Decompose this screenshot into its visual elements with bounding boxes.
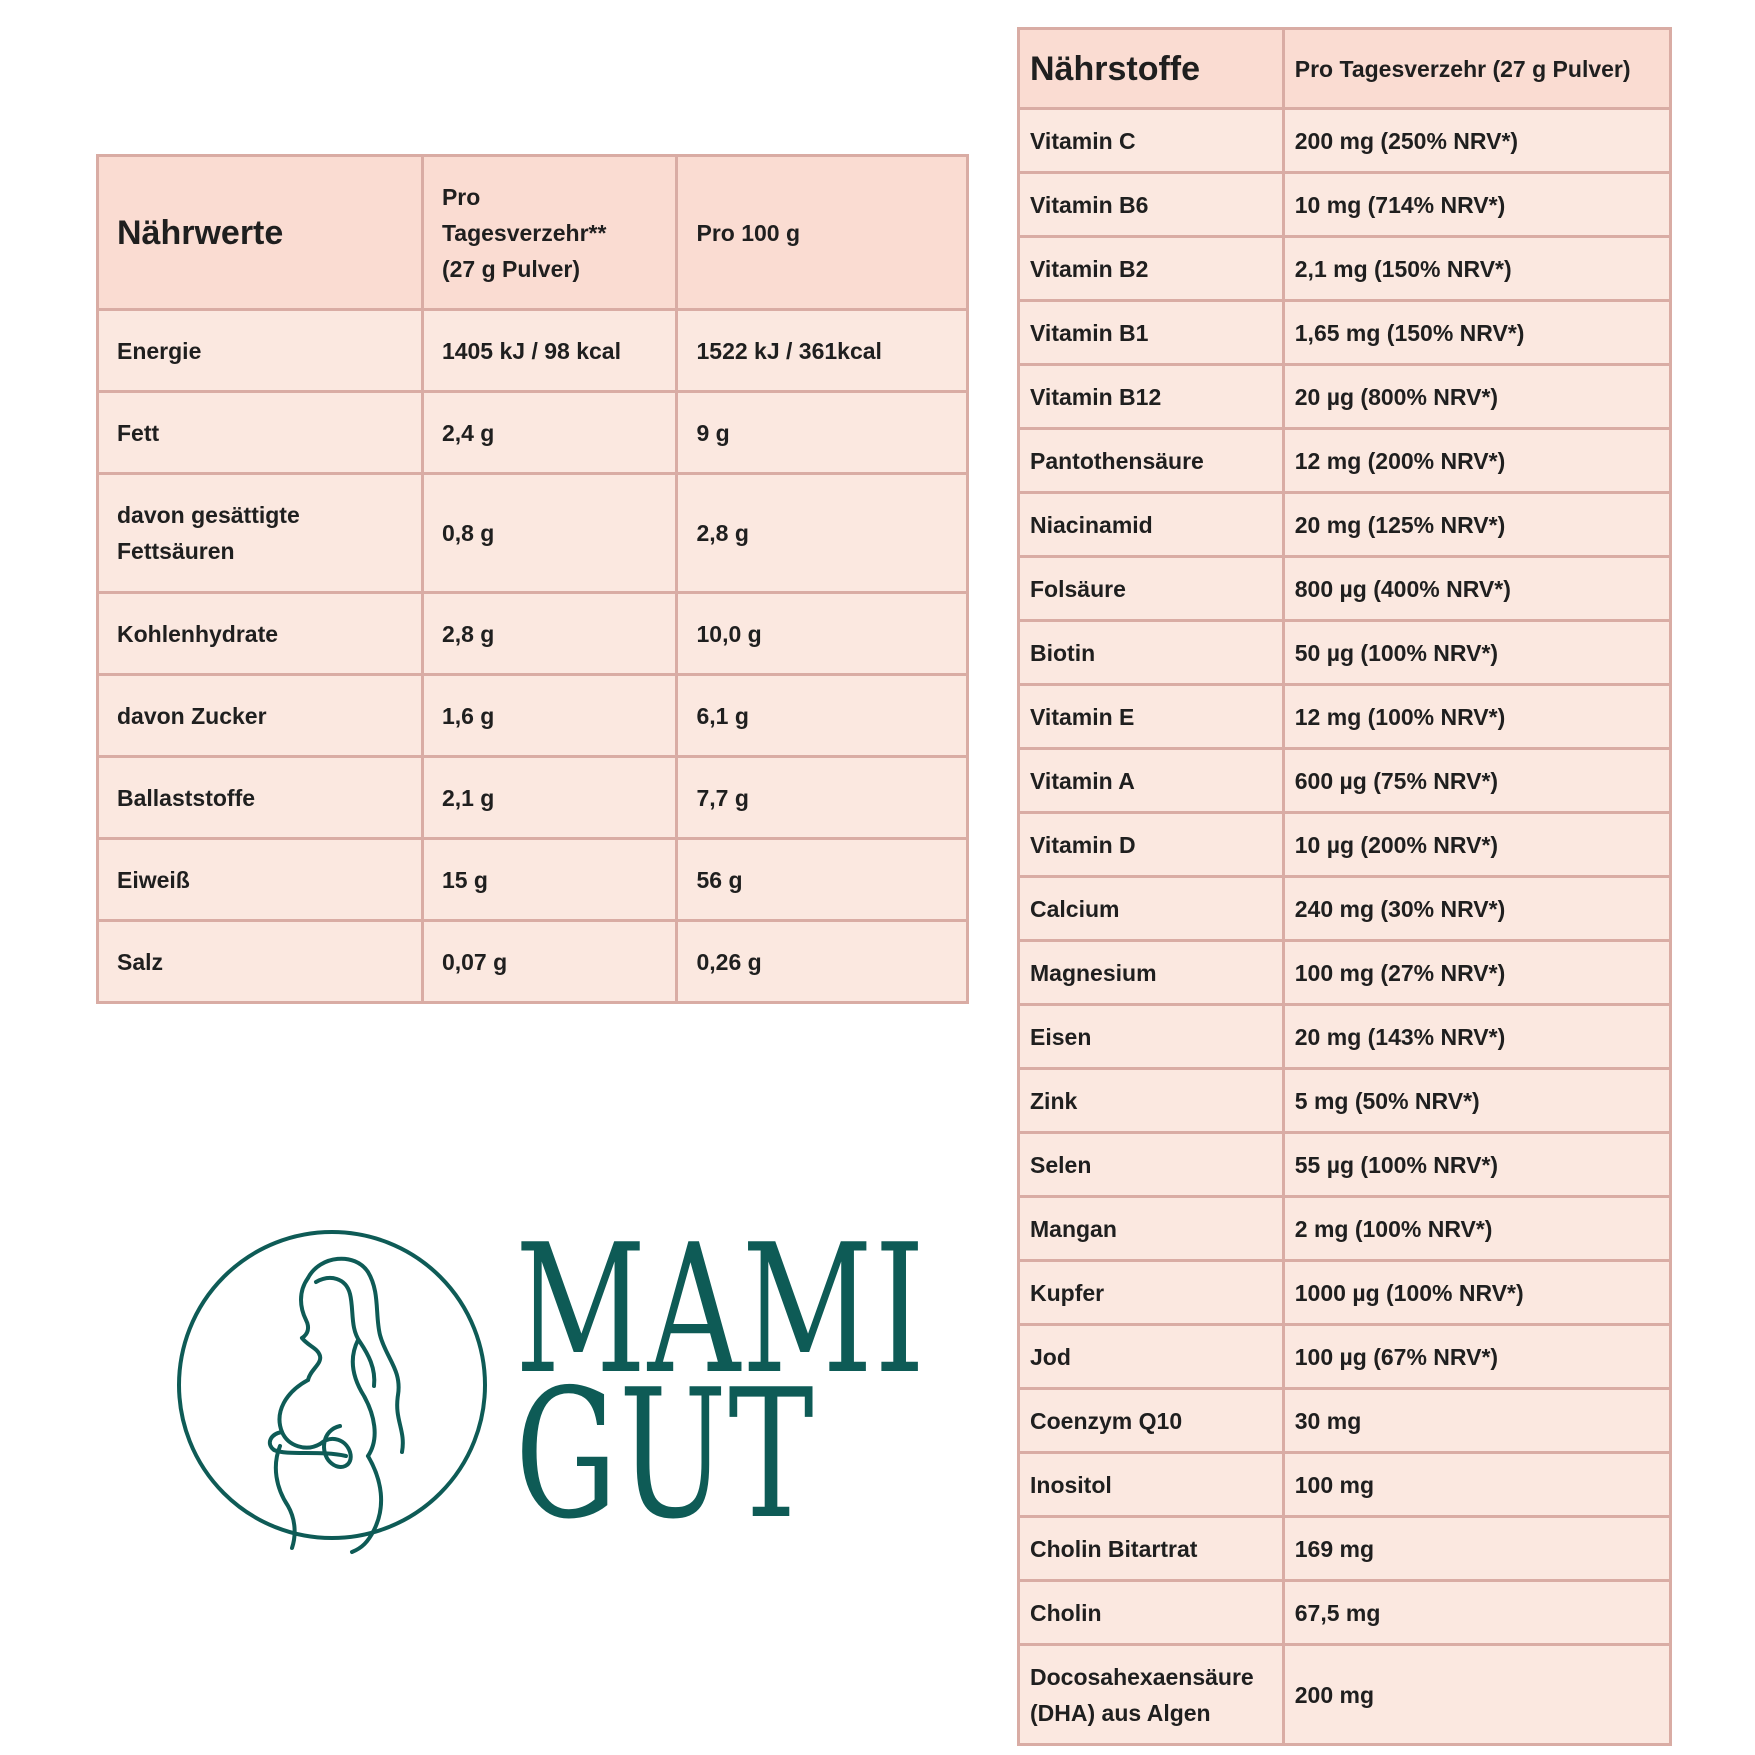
value-cell: 100 µg (67% NRV*) <box>1283 1325 1670 1389</box>
column-header: Pro 100 g <box>677 156 968 310</box>
value-cell: 200 mg (250% NRV*) <box>1283 109 1670 173</box>
table-row <box>98 757 968 839</box>
value-cell: 5 mg (50% NRV*) <box>1283 1069 1670 1133</box>
row-label-cell: Eisen <box>1019 1005 1284 1069</box>
brand-name-line-2: GUT <box>515 1351 816 1558</box>
table-row <box>1019 1325 1671 1389</box>
value-cell: 67,5 mg <box>1283 1581 1670 1645</box>
value-cell: 0,8 g <box>422 474 677 593</box>
value-cell: 7,7 g <box>677 757 968 839</box>
table-row <box>1019 1581 1671 1645</box>
table-row <box>1019 941 1671 1005</box>
value-cell: 56 g <box>677 839 968 921</box>
row-label-cell: davon gesättigte Fettsäuren <box>98 474 423 593</box>
table-row <box>98 921 968 1003</box>
table-row <box>98 310 968 392</box>
row-label-cell: Eiweiß <box>98 839 423 921</box>
row-label-cell: Docosahexaensäure (DHA) aus Algen <box>1019 1645 1284 1745</box>
value-cell: 100 mg (27% NRV*) <box>1283 941 1670 1005</box>
table-row <box>1019 1069 1671 1133</box>
row-label-cell: Cholin <box>1019 1581 1284 1645</box>
table-row <box>1019 301 1671 365</box>
row-label-cell: Vitamin B1 <box>1019 301 1284 365</box>
value-cell: 1,65 mg (150% NRV*) <box>1283 301 1670 365</box>
value-cell: 0,26 g <box>677 921 968 1003</box>
row-label-cell: Zink <box>1019 1069 1284 1133</box>
value-cell: 55 µg (100% NRV*) <box>1283 1133 1670 1197</box>
table-row <box>1019 1645 1671 1745</box>
pregnant-woman-line-art-icon <box>170 1230 500 1560</box>
value-cell: 20 mg (125% NRV*) <box>1283 493 1670 557</box>
table-row <box>1019 1517 1671 1581</box>
row-label-cell: Niacinamid <box>1019 493 1284 557</box>
table-row <box>1019 877 1671 941</box>
row-label-cell: Vitamin D <box>1019 813 1284 877</box>
table-row <box>1019 109 1671 173</box>
table-row <box>1019 429 1671 493</box>
value-cell: 2,8 g <box>422 593 677 675</box>
column-header: Nährwerte <box>98 156 423 310</box>
table-row <box>1019 749 1671 813</box>
value-cell: 600 µg (75% NRV*) <box>1283 749 1670 813</box>
naehrwerte-table <box>96 154 969 1004</box>
row-label-cell: Mangan <box>1019 1197 1284 1261</box>
row-label-cell: Vitamin E <box>1019 685 1284 749</box>
row-label-cell: Coenzym Q10 <box>1019 1389 1284 1453</box>
row-label-cell: Kupfer <box>1019 1261 1284 1325</box>
row-label-cell: Vitamin C <box>1019 109 1284 173</box>
row-label-cell: Selen <box>1019 1133 1284 1197</box>
value-cell: 10 mg (714% NRV*) <box>1283 173 1670 237</box>
value-cell: 9 g <box>677 392 968 474</box>
table-row <box>1019 557 1671 621</box>
value-cell: 0,07 g <box>422 921 677 1003</box>
row-label-cell: Energie <box>98 310 423 392</box>
row-label-cell: Ballaststoffe <box>98 757 423 839</box>
row-label-cell: davon Zucker <box>98 675 423 757</box>
table-row <box>1019 813 1671 877</box>
row-label-cell: Salz <box>98 921 423 1003</box>
naehrstoffe-table <box>1017 27 1672 1746</box>
value-cell: 30 mg <box>1283 1389 1670 1453</box>
row-label-cell: Inositol <box>1019 1453 1284 1517</box>
value-cell: 6,1 g <box>677 675 968 757</box>
table-row <box>1019 621 1671 685</box>
brand-logo <box>170 1206 927 1560</box>
column-header: Pro Tagesverzehr (27 g Pulver) <box>1283 29 1670 109</box>
row-label-cell: Folsäure <box>1019 557 1284 621</box>
row-label-cell: Pantothensäure <box>1019 429 1284 493</box>
row-label-cell: Calcium <box>1019 877 1284 941</box>
column-header: Nährstoffe <box>1019 29 1284 109</box>
row-label-cell: Vitamin B12 <box>1019 365 1284 429</box>
table-row <box>98 675 968 757</box>
table-row <box>1019 1133 1671 1197</box>
value-cell: 10 µg (200% NRV*) <box>1283 813 1670 877</box>
table-row <box>1019 1389 1671 1453</box>
value-cell: 100 mg <box>1283 1453 1670 1517</box>
table-row <box>1019 1005 1671 1069</box>
table-row <box>1019 685 1671 749</box>
table-row <box>1019 1197 1671 1261</box>
row-label-cell: Cholin Bitartrat <box>1019 1517 1284 1581</box>
value-cell: 2,1 mg (150% NRV*) <box>1283 237 1670 301</box>
value-cell: 1000 µg (100% NRV*) <box>1283 1261 1670 1325</box>
table-row <box>98 392 968 474</box>
row-label-cell: Vitamin B6 <box>1019 173 1284 237</box>
value-cell: 2,1 g <box>422 757 677 839</box>
row-label-cell: Jod <box>1019 1325 1284 1389</box>
value-cell: 1,6 g <box>422 675 677 757</box>
value-cell: 1405 kJ / 98 kcal <box>422 310 677 392</box>
table-row <box>1019 493 1671 557</box>
value-cell: 50 µg (100% NRV*) <box>1283 621 1670 685</box>
value-cell: 2 mg (100% NRV*) <box>1283 1197 1670 1261</box>
value-cell: 2,4 g <box>422 392 677 474</box>
column-header: Pro Tagesverzehr** (27 g Pulver) <box>422 156 677 310</box>
table-row <box>1019 365 1671 429</box>
value-cell: 12 mg (100% NRV*) <box>1283 685 1670 749</box>
value-cell: 10,0 g <box>677 593 968 675</box>
brand-name-line-1: MAMI <box>515 1206 927 1413</box>
table-row <box>1019 173 1671 237</box>
row-label-cell: Kohlenhydrate <box>98 593 423 675</box>
table-row <box>98 474 968 593</box>
value-cell: 2,8 g <box>677 474 968 593</box>
table-header-row <box>1019 29 1671 109</box>
value-cell: 800 µg (400% NRV*) <box>1283 557 1670 621</box>
value-cell: 1522 kJ / 361kcal <box>677 310 968 392</box>
value-cell: 20 mg (143% NRV*) <box>1283 1005 1670 1069</box>
value-cell: 240 mg (30% NRV*) <box>1283 877 1670 941</box>
value-cell: 15 g <box>422 839 677 921</box>
table-row <box>1019 237 1671 301</box>
table-row <box>98 839 968 921</box>
value-cell: 200 mg <box>1283 1645 1670 1745</box>
value-cell: 12 mg (200% NRV*) <box>1283 429 1670 493</box>
row-label-cell: Vitamin B2 <box>1019 237 1284 301</box>
value-cell: 169 mg <box>1283 1517 1670 1581</box>
table-row <box>1019 1453 1671 1517</box>
row-label-cell: Biotin <box>1019 621 1284 685</box>
row-label-cell: Vitamin A <box>1019 749 1284 813</box>
row-label-cell: Fett <box>98 392 423 474</box>
table-header-row <box>98 156 968 310</box>
value-cell: 20 µg (800% NRV*) <box>1283 365 1670 429</box>
table-row <box>98 593 968 675</box>
row-label-cell: Magnesium <box>1019 941 1284 1005</box>
table-row <box>1019 1261 1671 1325</box>
